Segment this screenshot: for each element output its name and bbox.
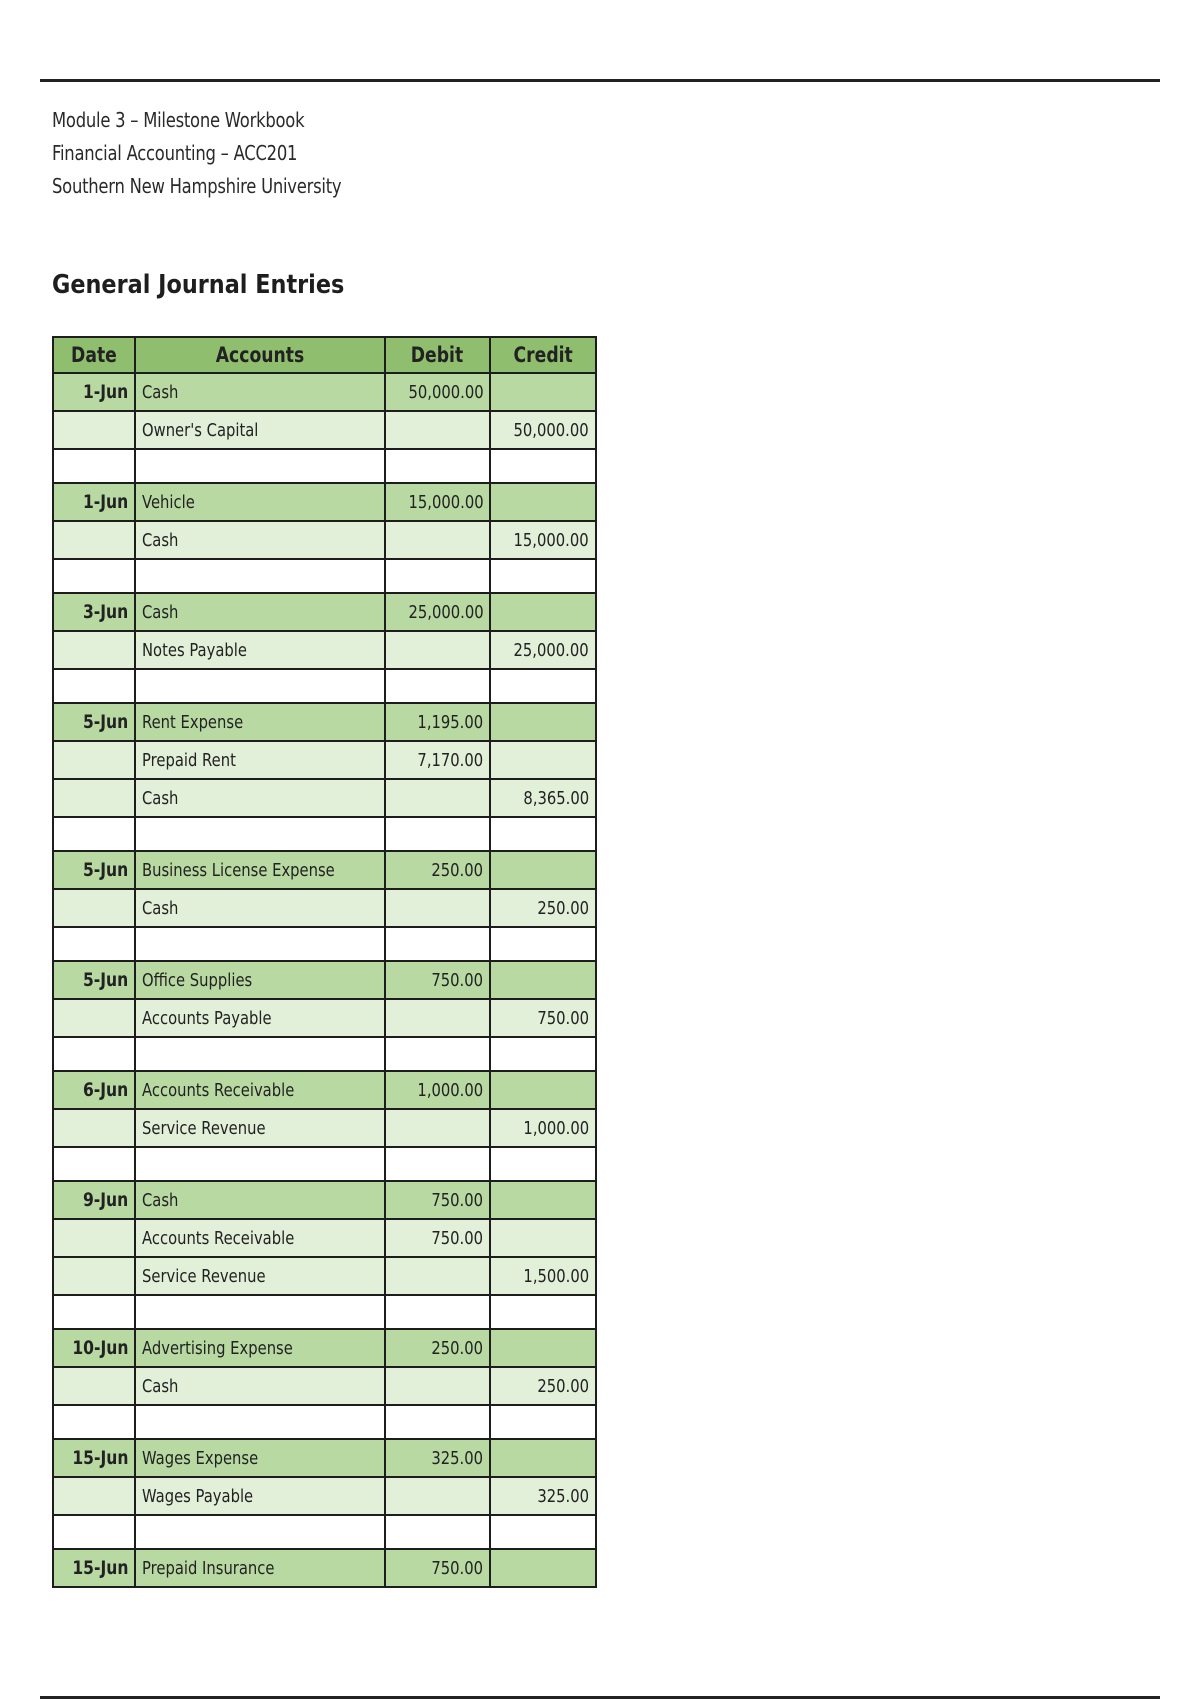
credit-cell <box>490 449 596 483</box>
table-row <box>53 521 596 559</box>
account-cell-text: Cash <box>142 897 179 919</box>
debit-cell <box>385 559 491 593</box>
account-cell <box>135 817 384 851</box>
debit-cell <box>385 817 491 851</box>
debit-cell <box>385 411 491 449</box>
account-cell-text: Accounts Payable <box>142 1007 273 1029</box>
column-header-date <box>53 337 135 373</box>
table-row <box>53 889 596 927</box>
table-spacer-row <box>53 669 596 703</box>
date-cell-text: 5-Jun <box>83 969 129 991</box>
date-cell <box>53 1147 135 1181</box>
account-cell-text: Owner's Capital <box>142 419 259 441</box>
account-cell <box>135 889 384 927</box>
table-spacer-row <box>53 817 596 851</box>
account-cell <box>135 1329 384 1367</box>
debit-cell <box>385 1219 491 1257</box>
header-course-line: Financial Accounting – ACC201 <box>52 141 298 165</box>
date-cell <box>53 483 135 521</box>
account-cell <box>135 449 384 483</box>
credit-cell <box>490 373 596 411</box>
credit-cell <box>490 1439 596 1477</box>
date-cell <box>53 1329 135 1367</box>
date-cell <box>53 999 135 1037</box>
date-cell <box>53 961 135 999</box>
table-row <box>53 779 596 817</box>
account-cell <box>135 411 384 449</box>
debit-cell <box>385 1405 491 1439</box>
credit-cell <box>490 1181 596 1219</box>
account-cell <box>135 1109 384 1147</box>
date-cell <box>53 1439 135 1477</box>
credit-cell-text: 1,500.00 <box>523 1265 589 1287</box>
date-cell <box>53 927 135 961</box>
debit-cell <box>385 1329 491 1367</box>
credit-cell-text: 1,000.00 <box>523 1117 589 1139</box>
debit-cell <box>385 449 491 483</box>
table-spacer-row <box>53 1405 596 1439</box>
table-row <box>53 1439 596 1477</box>
account-cell-text: Prepaid Rent <box>142 749 237 771</box>
account-cell <box>135 1071 384 1109</box>
table-spacer-row <box>53 449 596 483</box>
account-cell <box>135 1257 384 1295</box>
date-cell-text: 9-Jun <box>83 1189 129 1211</box>
date-cell <box>53 741 135 779</box>
debit-cell <box>385 1439 491 1477</box>
column-header-credit-label: Credit <box>513 343 573 367</box>
account-cell-text: Service Revenue <box>142 1117 266 1139</box>
account-cell <box>135 373 384 411</box>
table-spacer-row <box>53 1295 596 1329</box>
credit-cell <box>490 1405 596 1439</box>
column-header-accounts-label: Accounts <box>215 343 305 367</box>
table-row <box>53 851 596 889</box>
date-cell <box>53 521 135 559</box>
debit-cell-text: 750.00 <box>431 1557 484 1579</box>
section-title: General Journal Entries <box>52 270 345 300</box>
table-spacer-row <box>53 1515 596 1549</box>
credit-cell-text: 250.00 <box>537 1375 589 1397</box>
table-row <box>53 1181 596 1219</box>
debit-cell <box>385 1109 491 1147</box>
table-row <box>53 631 596 669</box>
table-row <box>53 741 596 779</box>
account-cell <box>135 521 384 559</box>
credit-cell <box>490 1257 596 1295</box>
account-cell <box>135 1219 384 1257</box>
column-header-accounts <box>135 337 384 373</box>
debit-cell <box>385 1477 491 1515</box>
date-cell-text: 5-Jun <box>83 711 129 733</box>
debit-cell-text: 250.00 <box>431 1337 484 1359</box>
account-cell <box>135 593 384 631</box>
account-cell-text: Accounts Receivable <box>142 1079 295 1101</box>
bottom-divider <box>40 1696 1160 1699</box>
date-cell <box>53 449 135 483</box>
credit-cell <box>490 1295 596 1329</box>
date-cell <box>53 1257 135 1295</box>
account-cell-text: Wages Payable <box>142 1485 254 1507</box>
debit-cell-text: 50,000.00 <box>408 381 484 403</box>
credit-cell-text: 15,000.00 <box>513 529 589 551</box>
account-cell <box>135 779 384 817</box>
debit-cell-text: 15,000.00 <box>408 491 484 513</box>
table-row <box>53 373 596 411</box>
date-cell-text: 15-Jun <box>72 1557 129 1579</box>
debit-cell <box>385 631 491 669</box>
debit-cell <box>385 703 491 741</box>
debit-cell-text: 7,170.00 <box>417 749 484 771</box>
table-row <box>53 1549 596 1587</box>
account-cell-text: Business License Expense <box>142 859 336 881</box>
credit-cell-text: 750.00 <box>537 1007 589 1029</box>
date-cell <box>53 1405 135 1439</box>
debit-cell-text: 25,000.00 <box>408 601 484 623</box>
debit-cell-text: 250.00 <box>431 859 484 881</box>
debit-cell <box>385 779 491 817</box>
table-row <box>53 961 596 999</box>
account-cell <box>135 927 384 961</box>
table-row <box>53 1257 596 1295</box>
credit-cell-text: 325.00 <box>537 1485 589 1507</box>
column-header-date-label: Date <box>71 343 118 367</box>
debit-cell <box>385 741 491 779</box>
debit-cell <box>385 521 491 559</box>
account-cell <box>135 559 384 593</box>
debit-cell <box>385 1071 491 1109</box>
date-cell-text: 1-Jun <box>83 381 129 403</box>
credit-cell <box>490 999 596 1037</box>
debit-cell <box>385 1257 491 1295</box>
credit-cell <box>490 1367 596 1405</box>
credit-cell <box>490 669 596 703</box>
credit-cell <box>490 779 596 817</box>
account-cell <box>135 1367 384 1405</box>
date-cell <box>53 1037 135 1071</box>
table-header-row <box>53 337 596 373</box>
date-cell <box>53 1181 135 1219</box>
account-cell <box>135 703 384 741</box>
date-cell <box>53 411 135 449</box>
debit-cell <box>385 851 491 889</box>
date-cell <box>53 889 135 927</box>
table-row <box>53 999 596 1037</box>
debit-cell <box>385 1515 491 1549</box>
credit-cell <box>490 1037 596 1071</box>
date-cell <box>53 669 135 703</box>
date-cell <box>53 1219 135 1257</box>
credit-cell <box>490 1219 596 1257</box>
column-header-debit-label: Debit <box>411 343 464 367</box>
debit-cell-text: 750.00 <box>431 969 484 991</box>
debit-cell <box>385 1147 491 1181</box>
table-row <box>53 1329 596 1367</box>
credit-cell <box>490 1109 596 1147</box>
account-cell-text: Vehicle <box>142 491 196 513</box>
account-cell-text: Cash <box>142 381 179 403</box>
credit-cell <box>490 593 596 631</box>
header-module-line: Module 3 – Milestone Workbook <box>52 108 305 132</box>
date-cell <box>53 1477 135 1515</box>
debit-cell <box>385 1549 491 1587</box>
debit-cell <box>385 999 491 1037</box>
account-cell-text: Wages Expense <box>142 1447 259 1469</box>
debit-cell <box>385 373 491 411</box>
account-cell <box>135 1295 384 1329</box>
credit-cell <box>490 521 596 559</box>
account-cell <box>135 1037 384 1071</box>
date-cell <box>53 1549 135 1587</box>
header-university-line: Southern New Hampshire University <box>52 174 342 198</box>
account-cell <box>135 741 384 779</box>
credit-cell <box>490 631 596 669</box>
table-spacer-row <box>53 1037 596 1071</box>
debit-cell <box>385 961 491 999</box>
document-header <box>52 104 341 203</box>
account-cell <box>135 631 384 669</box>
account-cell <box>135 1515 384 1549</box>
account-cell <box>135 1181 384 1219</box>
date-cell-text: 10-Jun <box>72 1337 129 1359</box>
account-cell <box>135 851 384 889</box>
date-cell <box>53 817 135 851</box>
credit-cell-text: 250.00 <box>537 897 589 919</box>
date-cell <box>53 1295 135 1329</box>
debit-cell <box>385 483 491 521</box>
account-cell-text: Cash <box>142 601 179 623</box>
column-header-credit <box>490 337 596 373</box>
credit-cell <box>490 1515 596 1549</box>
account-cell <box>135 1405 384 1439</box>
date-cell <box>53 1071 135 1109</box>
table-row <box>53 1219 596 1257</box>
top-divider <box>40 79 1160 82</box>
date-cell <box>53 1515 135 1549</box>
debit-cell-text: 750.00 <box>431 1227 484 1249</box>
date-cell <box>53 631 135 669</box>
debit-cell-text: 750.00 <box>431 1189 484 1211</box>
account-cell-text: Prepaid Insurance <box>142 1557 275 1579</box>
table-row <box>53 411 596 449</box>
account-cell-text: Office Supplies <box>142 969 253 991</box>
credit-cell-text: 8,365.00 <box>523 787 589 809</box>
account-cell <box>135 483 384 521</box>
date-cell-text: 5-Jun <box>83 859 129 881</box>
credit-cell <box>490 851 596 889</box>
debit-cell-text: 325.00 <box>431 1447 484 1469</box>
credit-cell <box>490 889 596 927</box>
date-cell <box>53 373 135 411</box>
date-cell <box>53 559 135 593</box>
account-cell-text: Advertising Expense <box>142 1337 294 1359</box>
debit-cell <box>385 669 491 703</box>
date-cell-text: 1-Jun <box>83 491 129 513</box>
account-cell <box>135 1439 384 1477</box>
table-spacer-row <box>53 559 596 593</box>
debit-cell <box>385 1367 491 1405</box>
date-cell <box>53 703 135 741</box>
debit-cell-text: 1,195.00 <box>417 711 484 733</box>
date-cell-text: 15-Jun <box>72 1447 129 1469</box>
account-cell-text: Accounts Receivable <box>142 1227 295 1249</box>
table-row <box>53 1367 596 1405</box>
credit-cell <box>490 817 596 851</box>
credit-cell <box>490 559 596 593</box>
table-row <box>53 593 596 631</box>
date-cell <box>53 1367 135 1405</box>
date-cell-text: 6-Jun <box>83 1079 129 1101</box>
credit-cell <box>490 411 596 449</box>
account-cell <box>135 961 384 999</box>
debit-cell <box>385 1295 491 1329</box>
credit-cell <box>490 483 596 521</box>
date-cell <box>53 1109 135 1147</box>
credit-cell <box>490 1549 596 1587</box>
journal-body <box>53 373 596 1587</box>
debit-cell <box>385 1181 491 1219</box>
table-row <box>53 703 596 741</box>
credit-cell <box>490 1329 596 1367</box>
account-cell <box>135 1147 384 1181</box>
credit-cell-text: 25,000.00 <box>513 639 589 661</box>
credit-cell-text: 50,000.00 <box>513 419 589 441</box>
account-cell-text: Cash <box>142 1375 179 1397</box>
account-cell <box>135 1549 384 1587</box>
account-cell-text: Cash <box>142 1189 179 1211</box>
table-spacer-row <box>53 927 596 961</box>
credit-cell <box>490 961 596 999</box>
debit-cell <box>385 889 491 927</box>
table-row <box>53 483 596 521</box>
date-cell <box>53 593 135 631</box>
date-cell <box>53 851 135 889</box>
account-cell <box>135 669 384 703</box>
general-journal-table <box>52 336 597 1588</box>
date-cell <box>53 779 135 817</box>
credit-cell <box>490 741 596 779</box>
column-header-debit <box>385 337 491 373</box>
table-spacer-row <box>53 1147 596 1181</box>
credit-cell <box>490 703 596 741</box>
account-cell-text: Rent Expense <box>142 711 244 733</box>
credit-cell <box>490 927 596 961</box>
debit-cell <box>385 593 491 631</box>
credit-cell <box>490 1147 596 1181</box>
account-cell-text: Service Revenue <box>142 1265 266 1287</box>
date-cell-text: 3-Jun <box>83 601 129 623</box>
credit-cell <box>490 1477 596 1515</box>
debit-cell-text: 1,000.00 <box>417 1079 484 1101</box>
account-cell <box>135 1477 384 1515</box>
credit-cell <box>490 1071 596 1109</box>
account-cell-text: Notes Payable <box>142 639 248 661</box>
debit-cell <box>385 927 491 961</box>
account-cell-text: Cash <box>142 529 179 551</box>
account-cell <box>135 999 384 1037</box>
debit-cell <box>385 1037 491 1071</box>
table-row <box>53 1071 596 1109</box>
account-cell-text: Cash <box>142 787 179 809</box>
table-row <box>53 1477 596 1515</box>
table-row <box>53 1109 596 1147</box>
